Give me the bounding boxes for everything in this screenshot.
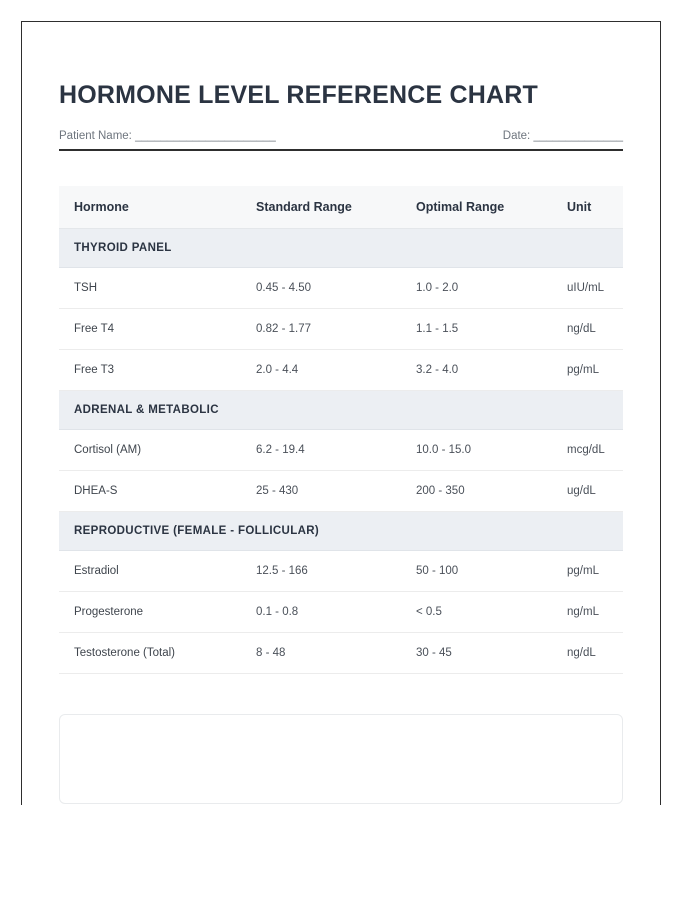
section-header-row bbox=[59, 511, 623, 550]
date-field[interactable]: Date: ______________ bbox=[502, 129, 623, 142]
cell-standard-range: 2.0 - 4.4 bbox=[241, 349, 401, 390]
section-header-row bbox=[59, 228, 623, 267]
cell-standard-range: 12.5 - 166 bbox=[241, 550, 401, 591]
cell-optimal-range: 30 - 45 bbox=[401, 632, 552, 673]
column-header-hormone: Hormone bbox=[59, 186, 241, 229]
header-divider bbox=[59, 149, 623, 151]
cell-optimal-range: 200 - 350 bbox=[401, 470, 552, 511]
page-title: HORMONE LEVEL REFERENCE CHART bbox=[59, 81, 538, 109]
table-row bbox=[59, 429, 623, 470]
cell-standard-range: 8 - 48 bbox=[241, 632, 401, 673]
cell-hormone: Free T3 bbox=[59, 349, 241, 390]
table-header bbox=[59, 186, 623, 229]
column-header-optimal: Optimal Range bbox=[401, 186, 552, 229]
cell-hormone: DHEA-S bbox=[59, 470, 241, 511]
cell-hormone: Cortisol (AM) bbox=[59, 429, 241, 470]
column-header-unit: Unit bbox=[552, 186, 623, 229]
cell-unit: pg/mL bbox=[552, 349, 623, 390]
cell-standard-range: 6.2 - 19.4 bbox=[241, 429, 401, 470]
hormone-reference-table bbox=[59, 186, 623, 674]
column-header-standard: Standard Range bbox=[241, 186, 401, 229]
section-label: ADRENAL & METABOLIC bbox=[59, 390, 623, 429]
cell-unit: ng/dL bbox=[552, 308, 623, 349]
cell-standard-range: 0.82 - 1.77 bbox=[241, 308, 401, 349]
cell-hormone: Progesterone bbox=[59, 591, 241, 632]
section-header-row bbox=[59, 390, 623, 429]
cell-hormone: Testosterone (Total) bbox=[59, 632, 241, 673]
cell-unit: ng/mL bbox=[552, 591, 623, 632]
table-row bbox=[59, 308, 623, 349]
cell-optimal-range: 50 - 100 bbox=[401, 550, 552, 591]
printable-page bbox=[21, 21, 661, 805]
patient-name-field[interactable]: Patient Name: ______________________ bbox=[59, 129, 276, 142]
cell-unit: uIU/mL bbox=[552, 267, 623, 308]
table-row bbox=[59, 349, 623, 390]
table-row bbox=[59, 267, 623, 308]
notes-box[interactable] bbox=[59, 714, 623, 804]
cell-optimal-range: 1.0 - 2.0 bbox=[401, 267, 552, 308]
cell-unit: ng/dL bbox=[552, 632, 623, 673]
cell-optimal-range: 3.2 - 4.0 bbox=[401, 349, 552, 390]
patient-meta-row bbox=[59, 130, 623, 149]
section-label: THYROID PANEL bbox=[59, 228, 623, 267]
cell-standard-range: 0.1 - 0.8 bbox=[241, 591, 401, 632]
cell-unit: mcg/dL bbox=[552, 429, 623, 470]
table-row bbox=[59, 632, 623, 673]
cell-hormone: Free T4 bbox=[59, 308, 241, 349]
table-row bbox=[59, 550, 623, 591]
cell-unit: ug/dL bbox=[552, 470, 623, 511]
cell-optimal-range: < 0.5 bbox=[401, 591, 552, 632]
cell-unit: pg/mL bbox=[552, 550, 623, 591]
section-label: REPRODUCTIVE (FEMALE - FOLLICULAR) bbox=[59, 511, 623, 550]
cell-standard-range: 25 - 430 bbox=[241, 470, 401, 511]
page-content bbox=[59, 82, 623, 804]
cell-hormone: Estradiol bbox=[59, 550, 241, 591]
table-body bbox=[59, 228, 623, 673]
cell-hormone: TSH bbox=[59, 267, 241, 308]
table-row bbox=[59, 591, 623, 632]
cell-standard-range: 0.45 - 4.50 bbox=[241, 267, 401, 308]
table-header-row bbox=[59, 186, 623, 229]
cell-optimal-range: 10.0 - 15.0 bbox=[401, 429, 552, 470]
cell-optimal-range: 1.1 - 1.5 bbox=[401, 308, 552, 349]
table-row bbox=[59, 470, 623, 511]
